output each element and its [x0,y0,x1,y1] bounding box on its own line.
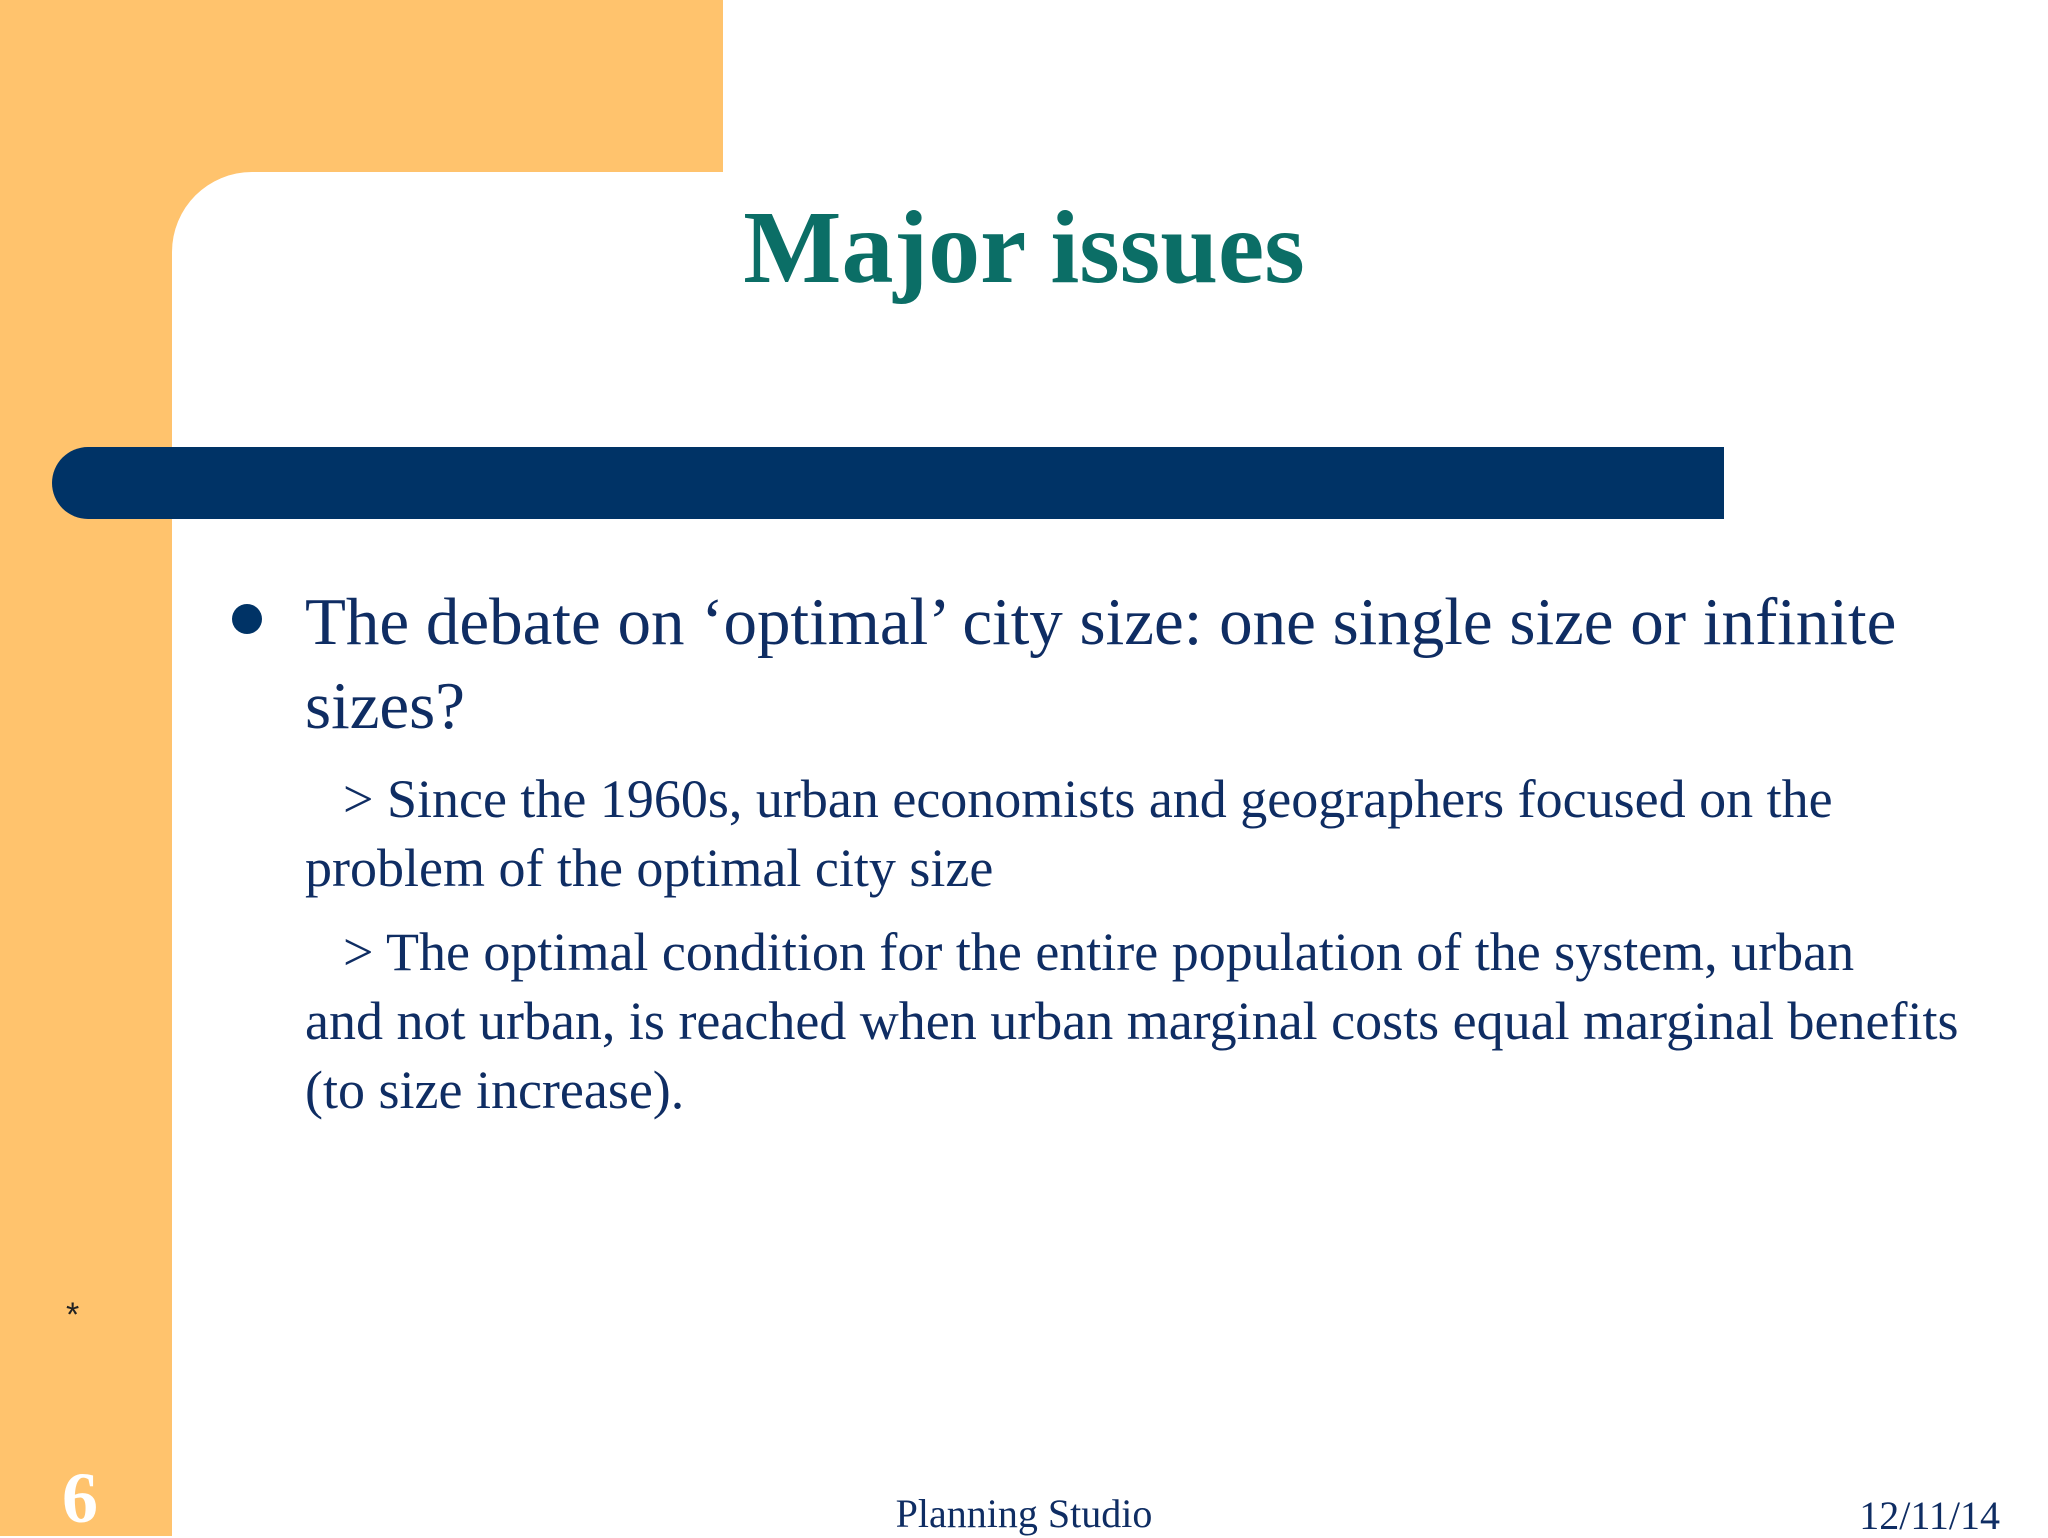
footer-text: Planning Studio [895,1491,1153,1536]
sub-item-2-prefix: > The optimal condition for the entire population of the system, urban [343,922,1855,982]
bullet-icon [232,604,262,634]
main-bullet-text: The debate on ‘optimal’ city size: one single size or infinite sizes? [305,585,1897,743]
slide-number: 6 [62,1458,98,1538]
sub-item-1-prefix: > Since the 1960s, urban economists and geographers focused on the [343,769,1833,829]
asterisk-marker: * [66,1296,80,1334]
sub-item-1 [305,765,1995,903]
sub-item-1-continuation: problem of the optimal city size [305,838,994,898]
sub-item-2-continuation: and not urban, is reached when urban marginal costs equal marginal benefits (to size increase). [305,991,1959,1120]
top-accent-band [0,0,723,172]
title-divider-bar [52,447,1724,519]
sub-item-2 [305,918,1995,1125]
footer-date: 12/11/14 [1859,1493,2000,1538]
slide-title: Major issues [743,190,1305,305]
